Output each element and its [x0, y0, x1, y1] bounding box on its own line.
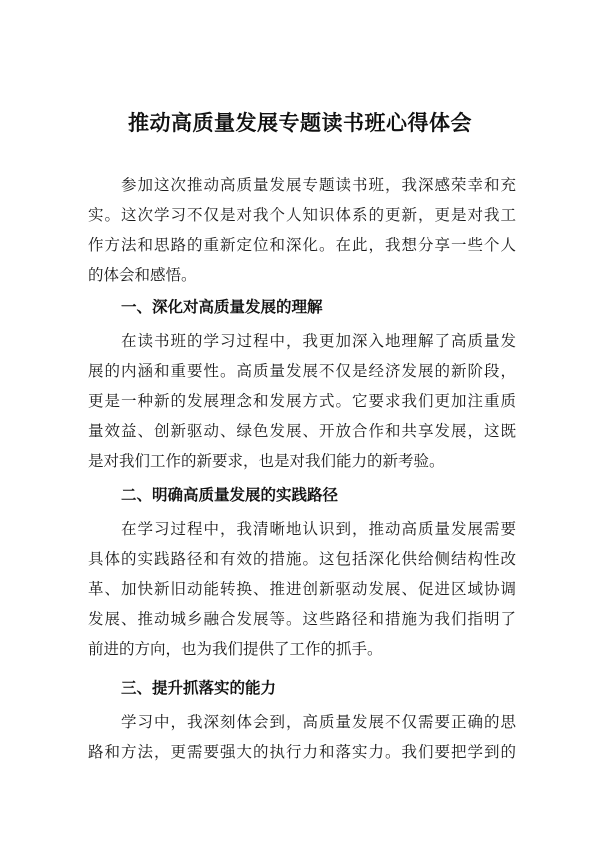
section-heading: 二、明确高质量发展的实践路径 — [121, 486, 339, 504]
section-heading: 三、提升抓落实的能力 — [121, 679, 277, 697]
section-heading: 一、深化对高质量发展的理解 — [121, 298, 323, 316]
paragraph-line: 更是一种新的发展理念和发展方式。它要求我们更加注重质 — [88, 392, 516, 410]
paragraph-line: 发展、推动城乡融合发展等。这些路径和措施为我们指明了 — [88, 610, 516, 628]
paragraph-line: 作方法和思路的重新定位和深化。在此，我想分享一些个人 — [88, 236, 516, 254]
paragraph-line: 在读书班的学习过程中，我更加深入地理解了高质量发 — [121, 332, 516, 350]
paragraph-line: 路和方法，更需要强大的执行力和落实力。我们要把学到的 — [88, 743, 516, 761]
paragraph-line: 具体的实践路径和有效的措施。这包括深化供给侧结构性改 — [88, 550, 516, 568]
paragraph-line: 量效益、创新驱动、绿色发展、开放合作和共享发展，这既 — [88, 422, 516, 440]
paragraph-line: 参加这次推动高质量发展专题读书班，我深感荣幸和充 — [121, 176, 516, 194]
paragraph-line: 前进的方向，也为我们提供了工作的抓手。 — [88, 640, 383, 658]
paragraph-line: 是对我们工作的新要求，也是对我们能力的新考验。 — [88, 452, 445, 470]
paragraph-line: 学习中，我深刻体会到，高质量发展不仅需要正确的思 — [121, 713, 516, 731]
paragraph-line: 展的内涵和重要性。高质量发展不仅是经济发展的新阶段， — [88, 362, 516, 380]
paragraph-line: 实。这次学习不仅是对我个人知识体系的更新，更是对我工 — [88, 206, 516, 224]
document-title: 推动高质量发展专题读书班心得体会 — [128, 111, 472, 135]
paragraph-line: 的体会和感悟。 — [88, 266, 197, 284]
paragraph-line: 在学习过程中，我清晰地认识到，推动高质量发展需要 — [121, 520, 516, 538]
paragraph-line: 革、加快新旧动能转换、推进创新驱动发展、促进区域协调 — [88, 580, 516, 598]
